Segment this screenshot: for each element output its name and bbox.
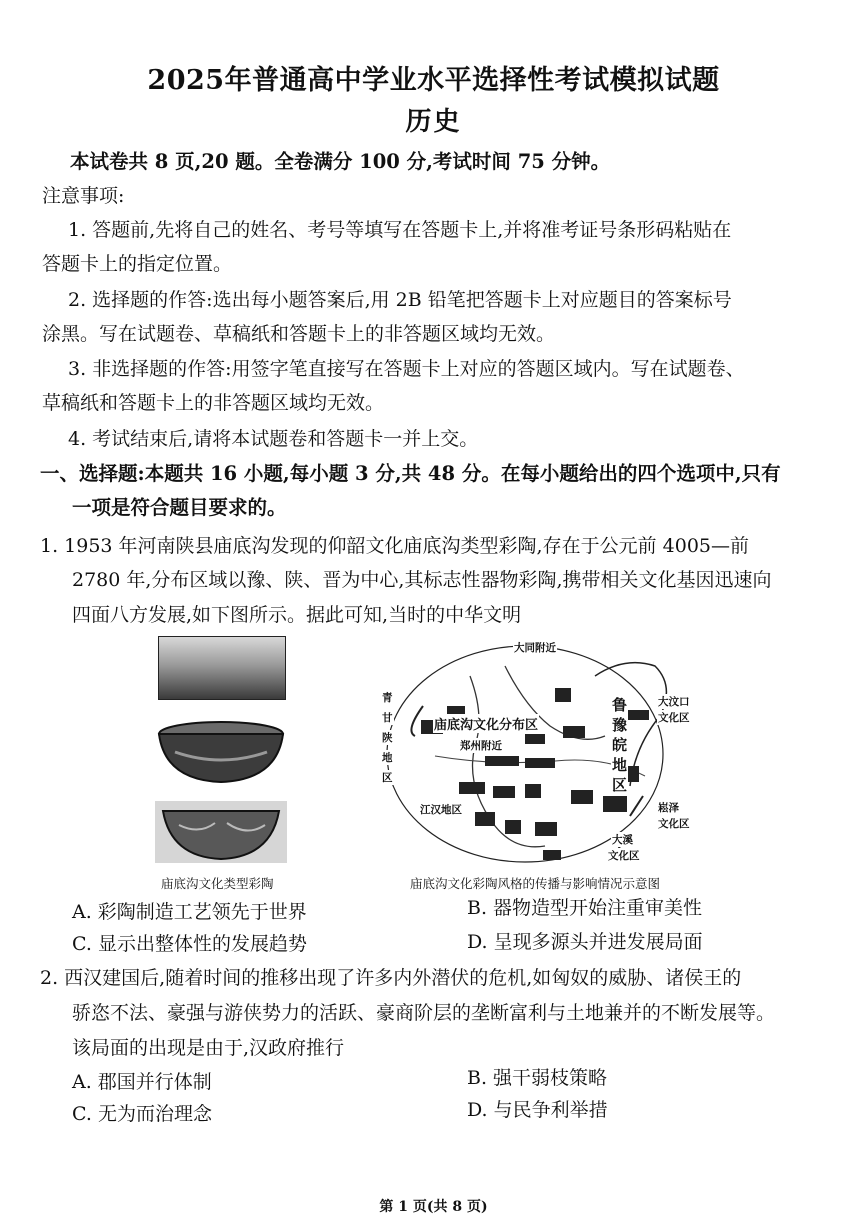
- notice-item-3-line-1: 3. 非选择题的作答:用签字笔直接写在答题卡上对应的答题区域内。写在试题卷、: [68, 358, 745, 380]
- map-label-jianghan: 江汉地区: [420, 804, 462, 816]
- question-2-line-2: 骄恣不法、豪强与游侠势力的活跃、豪商阶层的垄断富利与土地兼并的不断发展等。: [72, 1002, 776, 1024]
- question-1-line-2: 2780 年,分布区域以豫、陕、晋为中心,其标志性器物彩陶,携带相关文化基因迅速向: [72, 569, 772, 591]
- notice-item-2-line-1: 2. 选择题的作答:选出每小题答案后,用 2B 铅笔把答题卡上对应题目的答案标号: [68, 289, 732, 311]
- question-1-option-a[interactable]: A. 彩陶制造工艺领先于世界: [72, 901, 307, 923]
- question-2-option-d[interactable]: D. 与民争利举措: [467, 1099, 608, 1121]
- intro-line: 本试卷共 8 页,20 题。全卷满分 100 分,考试时间 75 分钟。: [70, 150, 611, 173]
- question-2-option-b[interactable]: B. 强干弱枝策略: [467, 1067, 608, 1089]
- map-label-beijing-1: 鲁: [612, 696, 628, 714]
- figure-right-caption: 庙底沟文化彩陶风格的传播与影响情况示意图: [410, 876, 661, 891]
- notice-item-4: 4. 考试结束后,请将本试题卷和答题卡一并上交。: [68, 428, 479, 450]
- notice-item-1-line-2: 答题卡上的指定位置。: [42, 253, 233, 275]
- question-1-option-c[interactable]: C. 显示出整体性的发展趋势: [72, 933, 307, 955]
- map-label-songze-1: 崧泽: [658, 802, 679, 814]
- section-heading-line-1: 一、选择题:本题共 16 小题,每小题 3 分,共 48 分。在每小题给出的四个选项中,只有: [40, 462, 781, 485]
- map-label-dawenkou-1: 大汶口: [658, 696, 690, 708]
- map-label-center: 庙底沟文化分布区: [433, 714, 539, 733]
- question-2-option-c[interactable]: C. 无为而治理念: [72, 1103, 212, 1125]
- spread-map: [375, 636, 705, 868]
- question-2-line-1: 2. 西汉建国后,随着时间的推移出现了许多内外潜伏的危机,如匈奴的威胁、诸侯王的: [40, 967, 742, 989]
- map-label-songze-2: 文化区: [658, 818, 690, 830]
- map-label-daxi-1: 大溪: [612, 834, 633, 846]
- figure-left-caption: 庙底沟文化类型彩陶: [161, 876, 274, 891]
- notice-item-1-line-1: 1. 答题前,先将自己的姓名、考号等填写在答题卡上,并将准考证号条形码粘贴在: [68, 219, 732, 241]
- question-2-option-a[interactable]: A. 郡国并行体制: [72, 1071, 212, 1093]
- map-label-zhengzhou: 郑州附近: [460, 740, 502, 752]
- subject-title: 历史: [405, 107, 462, 137]
- map-label-qinggan-1: 青: [382, 692, 393, 704]
- question-1-option-b[interactable]: B. 器物造型开始注重审美性: [467, 897, 703, 919]
- page-footer: 第 1 页(共 8 页): [379, 1199, 488, 1215]
- map-label-qinggan-4: 地: [382, 752, 393, 764]
- map-label-beijing-5: 区: [612, 776, 628, 794]
- map-label-beijing-4: 地: [612, 756, 628, 774]
- map-label-beijing-3: 皖: [612, 736, 628, 754]
- section-heading-line-2: 一项是符合题目要求的。: [72, 496, 287, 519]
- question-1-line-1: 1. 1953 年河南陕县庙底沟发现的仰韶文化庙底沟类型彩陶,存在于公元前 4005—前: [40, 535, 749, 557]
- exam-title: 2025年普通高中学业水平选择性考试模拟试题: [147, 65, 720, 96]
- map-label-dawenkou-2: 文化区: [658, 712, 690, 724]
- map-label-qinggan-2: 甘: [382, 712, 393, 724]
- map-label-beijing-2: 豫: [612, 716, 628, 734]
- map-label-daxi-2: 文化区: [608, 850, 640, 862]
- question-1-option-d[interactable]: D. 呈现多源头并进发展局面: [467, 931, 703, 953]
- notice-heading: 注意事项:: [42, 185, 125, 207]
- pottery-photos: [155, 636, 287, 864]
- question-1-line-3: 四面八方发展,如下图所示。据此可知,当时的中华文明: [72, 604, 522, 626]
- map-label-qinggan-3: 陕: [382, 732, 393, 744]
- pottery-photo-1: [158, 636, 286, 700]
- question-2-line-3: 该局面的出现是由于,汉政府推行: [72, 1037, 345, 1059]
- map-label-qinggan-5: 区: [382, 772, 393, 784]
- notice-item-3-line-2: 草稿纸和答题卡上的非答题区域均无效。: [42, 392, 385, 414]
- pottery-photo-2: [155, 716, 287, 786]
- notice-item-2-line-2: 涂黑。写在试题卷、草稿纸和答题卡上的非答题区域均无效。: [42, 323, 556, 345]
- map-drawing: [375, 636, 705, 868]
- map-label-datong: 大同附近: [514, 642, 556, 654]
- pottery-photo-3: [155, 801, 287, 863]
